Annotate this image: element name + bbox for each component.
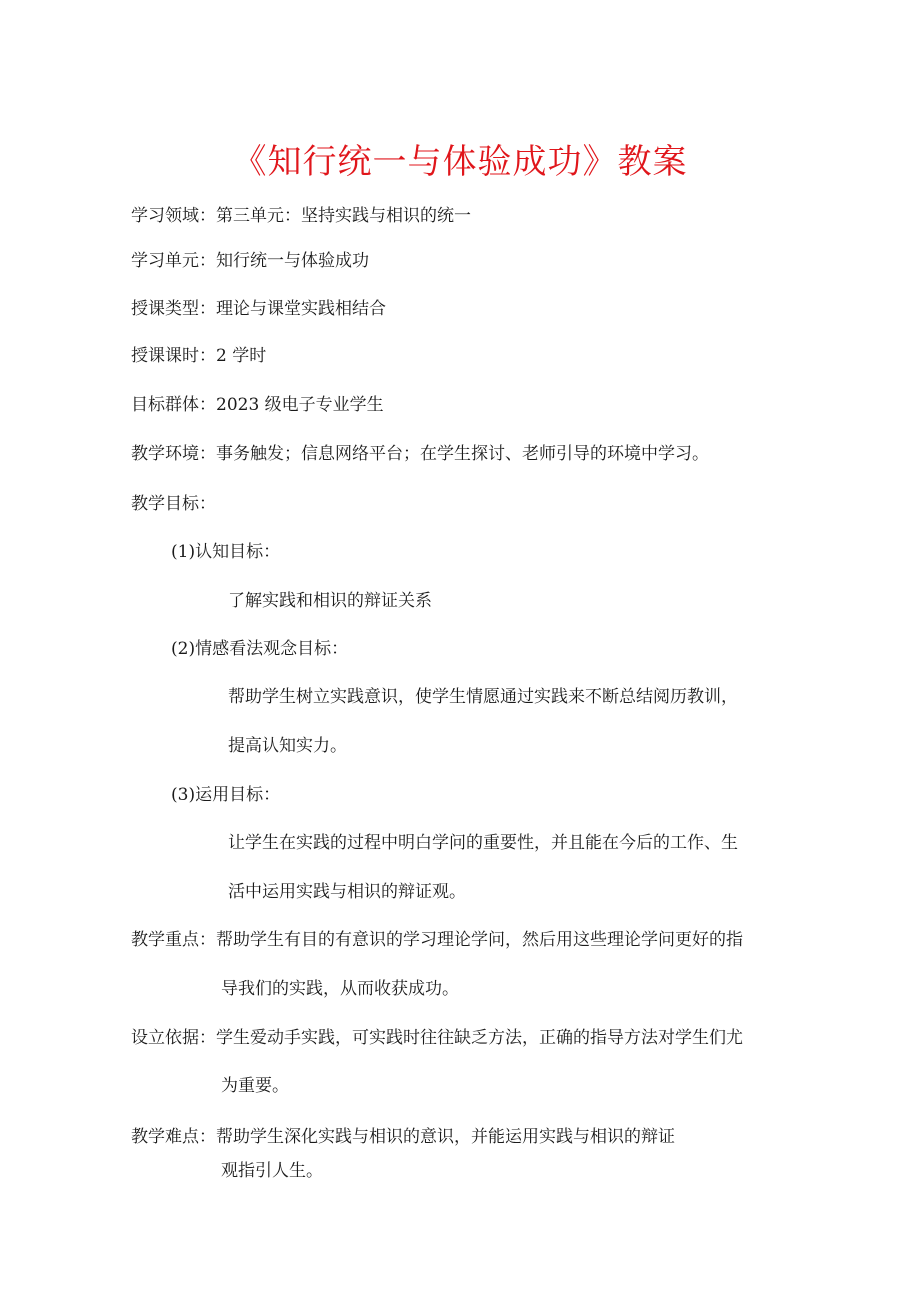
difficulty-row — [131, 1124, 675, 1150]
lesson-hours-row — [131, 343, 266, 369]
learning-domain-value: 第三单元：坚持实践与相识的统一 — [216, 206, 471, 226]
applied-objective-label: (3)运用目标： — [171, 785, 281, 805]
emotional-objective-text-1: 帮助学生树立实践意识，使学生情愿通过实践来不断总结阅历教训， — [228, 687, 738, 707]
applied-objective-text-1: 让学生在实践的过程中明白学问的重要性，并且能在今后的工作、生 — [228, 833, 738, 853]
teaching-environment-row — [131, 441, 709, 467]
page-title: 《知行统一与体验成功》教案 — [232, 142, 688, 182]
learning-unit-label: 学习单元： — [131, 251, 216, 271]
lesson-type-label: 授课类型： — [131, 299, 216, 319]
target-audience-value: 2023 级电子专业学生 — [216, 395, 384, 415]
teaching-environment-label: 教学环境： — [131, 444, 216, 464]
objectives-heading: 教学目标： — [131, 494, 216, 514]
cognitive-objective-label: (1)认知目标： — [171, 542, 281, 562]
target-audience-label: 目标群体： — [131, 395, 216, 415]
target-audience-row — [131, 392, 384, 418]
key-point-text-2: 导我们的实践，从而收获成功。 — [221, 979, 459, 999]
lesson-type-value: 理论与课堂实践相结合 — [216, 299, 386, 319]
basis-row — [131, 1025, 743, 1051]
lesson-hours-label: 授课课时： — [131, 346, 216, 366]
basis-text-1: 学生爱动手实践，可实践时往往缺乏方法，正确的指导方法对学生们尤 — [216, 1028, 743, 1048]
difficulty-text-2: 观指引人生。 — [221, 1161, 323, 1181]
basis-text-2: 为重要。 — [221, 1076, 289, 1096]
learning-unit-value: 知行统一与体验成功 — [216, 251, 369, 271]
difficulty-label: 教学难点： — [131, 1127, 216, 1147]
key-point-row — [131, 927, 743, 953]
learning-unit-row — [131, 248, 369, 274]
key-point-text-1: 帮助学生有目的有意识的学习理论学问，然后用这些理论学问更好的指 — [216, 930, 743, 950]
difficulty-text-1: 帮助学生深化实践与相识的意识，并能运用实践与相识的辩证 — [216, 1127, 675, 1147]
lesson-type-row — [131, 296, 386, 322]
learning-domain-label: 学习领域： — [131, 206, 216, 226]
teaching-environment-value: 事务触发；信息网络平台；在学生探讨、老师引导的环境中学习。 — [216, 444, 709, 464]
emotional-objective-text-2: 提高认知实力。 — [228, 736, 347, 756]
key-point-label: 教学重点： — [131, 930, 216, 950]
cognitive-objective-text: 了解实践和相识的辩证关系 — [228, 591, 432, 611]
emotional-objective-label: (2)情感看法观念目标： — [171, 639, 349, 659]
learning-domain-row — [131, 203, 471, 229]
applied-objective-text-2: 活中运用实践与相识的辩证观。 — [228, 882, 466, 902]
basis-label: 设立依据： — [131, 1028, 216, 1048]
lesson-hours-value: 2 学时 — [216, 346, 267, 366]
